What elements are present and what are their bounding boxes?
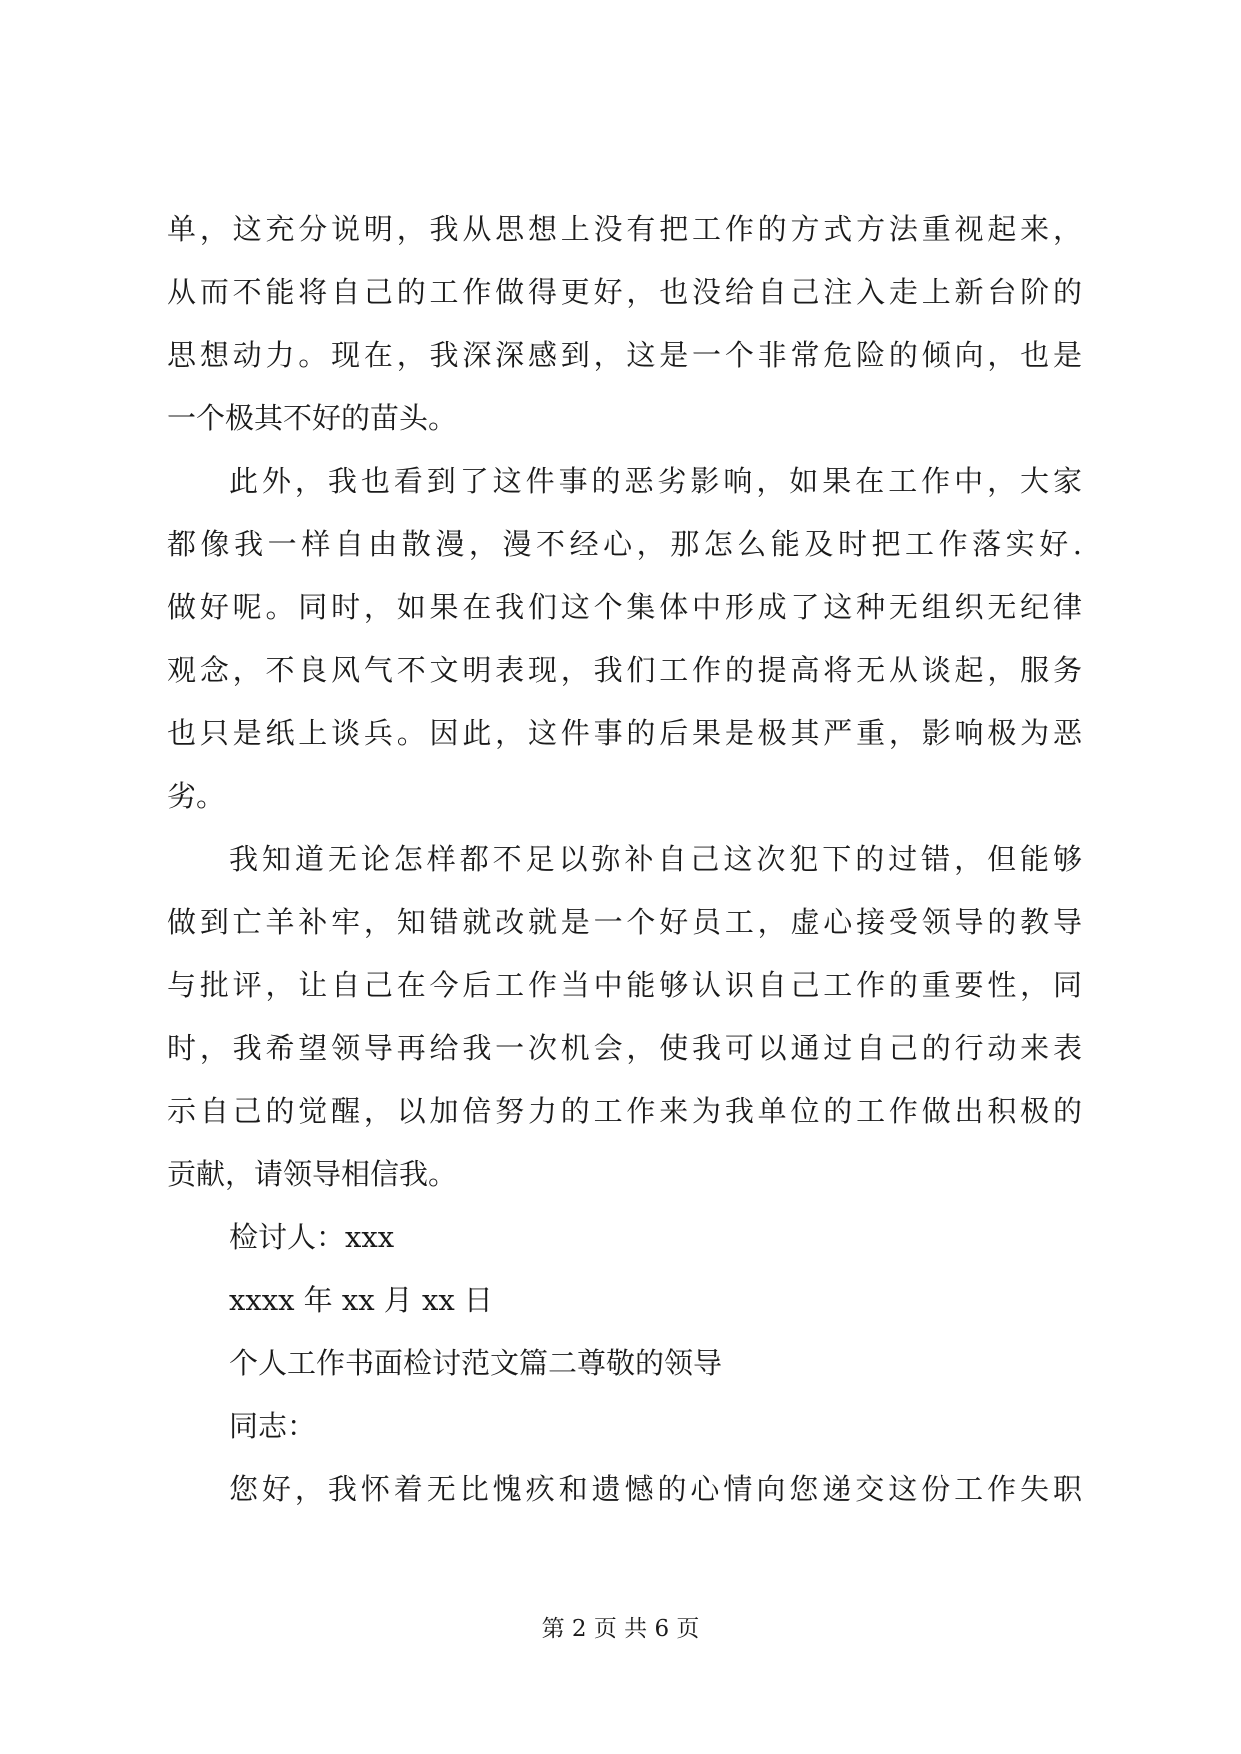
- text-line: 观念，不良风气不文明表现，我们工作的提高将无从谈起，服务: [167, 653, 1082, 687]
- page-number-footer: 第 2 页 共 6 页: [541, 1616, 700, 1642]
- text-line: 与批评，让自己在今后工作当中能够认识自己工作的重要性，同: [167, 968, 1082, 1002]
- text-line: 时，我希望领导再给我一次机会，使我可以通过自己的行动来表: [167, 1031, 1082, 1065]
- text-line: 也只是纸上谈兵。因此，这件事的后果是极其严重，影响极为恶: [167, 716, 1082, 750]
- section-heading: 个人工作书面检讨范文篇二尊敬的领导: [229, 1346, 723, 1380]
- document-body: [167, 198, 1082, 1521]
- signer-line: 检讨人：xxx: [229, 1220, 395, 1254]
- text-line: 思想动力。现在，我深深感到，这是一个非常危险的倾向，也是: [167, 338, 1082, 372]
- text-line: 示自己的觉醒，以加倍努力的工作来为我单位的工作做出积极的: [167, 1094, 1082, 1128]
- date-line: xxxx 年 xx 月 xx 日: [229, 1283, 493, 1317]
- text-line: 您好，我怀着无比愧疚和遗憾的心情向您递交这份工作失职: [229, 1472, 1082, 1506]
- text-line: 都像我一样自由散漫，漫不经心，那怎么能及时把工作落实好.: [167, 527, 1082, 561]
- salutation-line: 同志：: [229, 1409, 317, 1443]
- text-line: 我知道无论怎样都不足以弥补自己这次犯下的过错，但能够: [229, 842, 1082, 876]
- text-line: 做到亡羊补牢，知错就改就是一个好员工，虚心接受领导的教导: [167, 905, 1082, 939]
- text-line: 从而不能将自己的工作做得更好，也没给自己注入走上新台阶的: [167, 275, 1082, 309]
- text-line: 此外，我也看到了这件事的恶劣影响，如果在工作中，大家: [229, 464, 1082, 498]
- text-line: 劣。: [167, 779, 226, 813]
- text-line: 单，这充分说明，我从思想上没有把工作的方式方法重视起来，: [167, 212, 1082, 246]
- text-line: 一个极其不好的苗头。: [167, 401, 458, 435]
- text-line: 贡献，请领导相信我。: [167, 1157, 458, 1191]
- text-line: 做好呢。同时，如果在我们这个集体中形成了这种无组织无纪律: [167, 590, 1082, 624]
